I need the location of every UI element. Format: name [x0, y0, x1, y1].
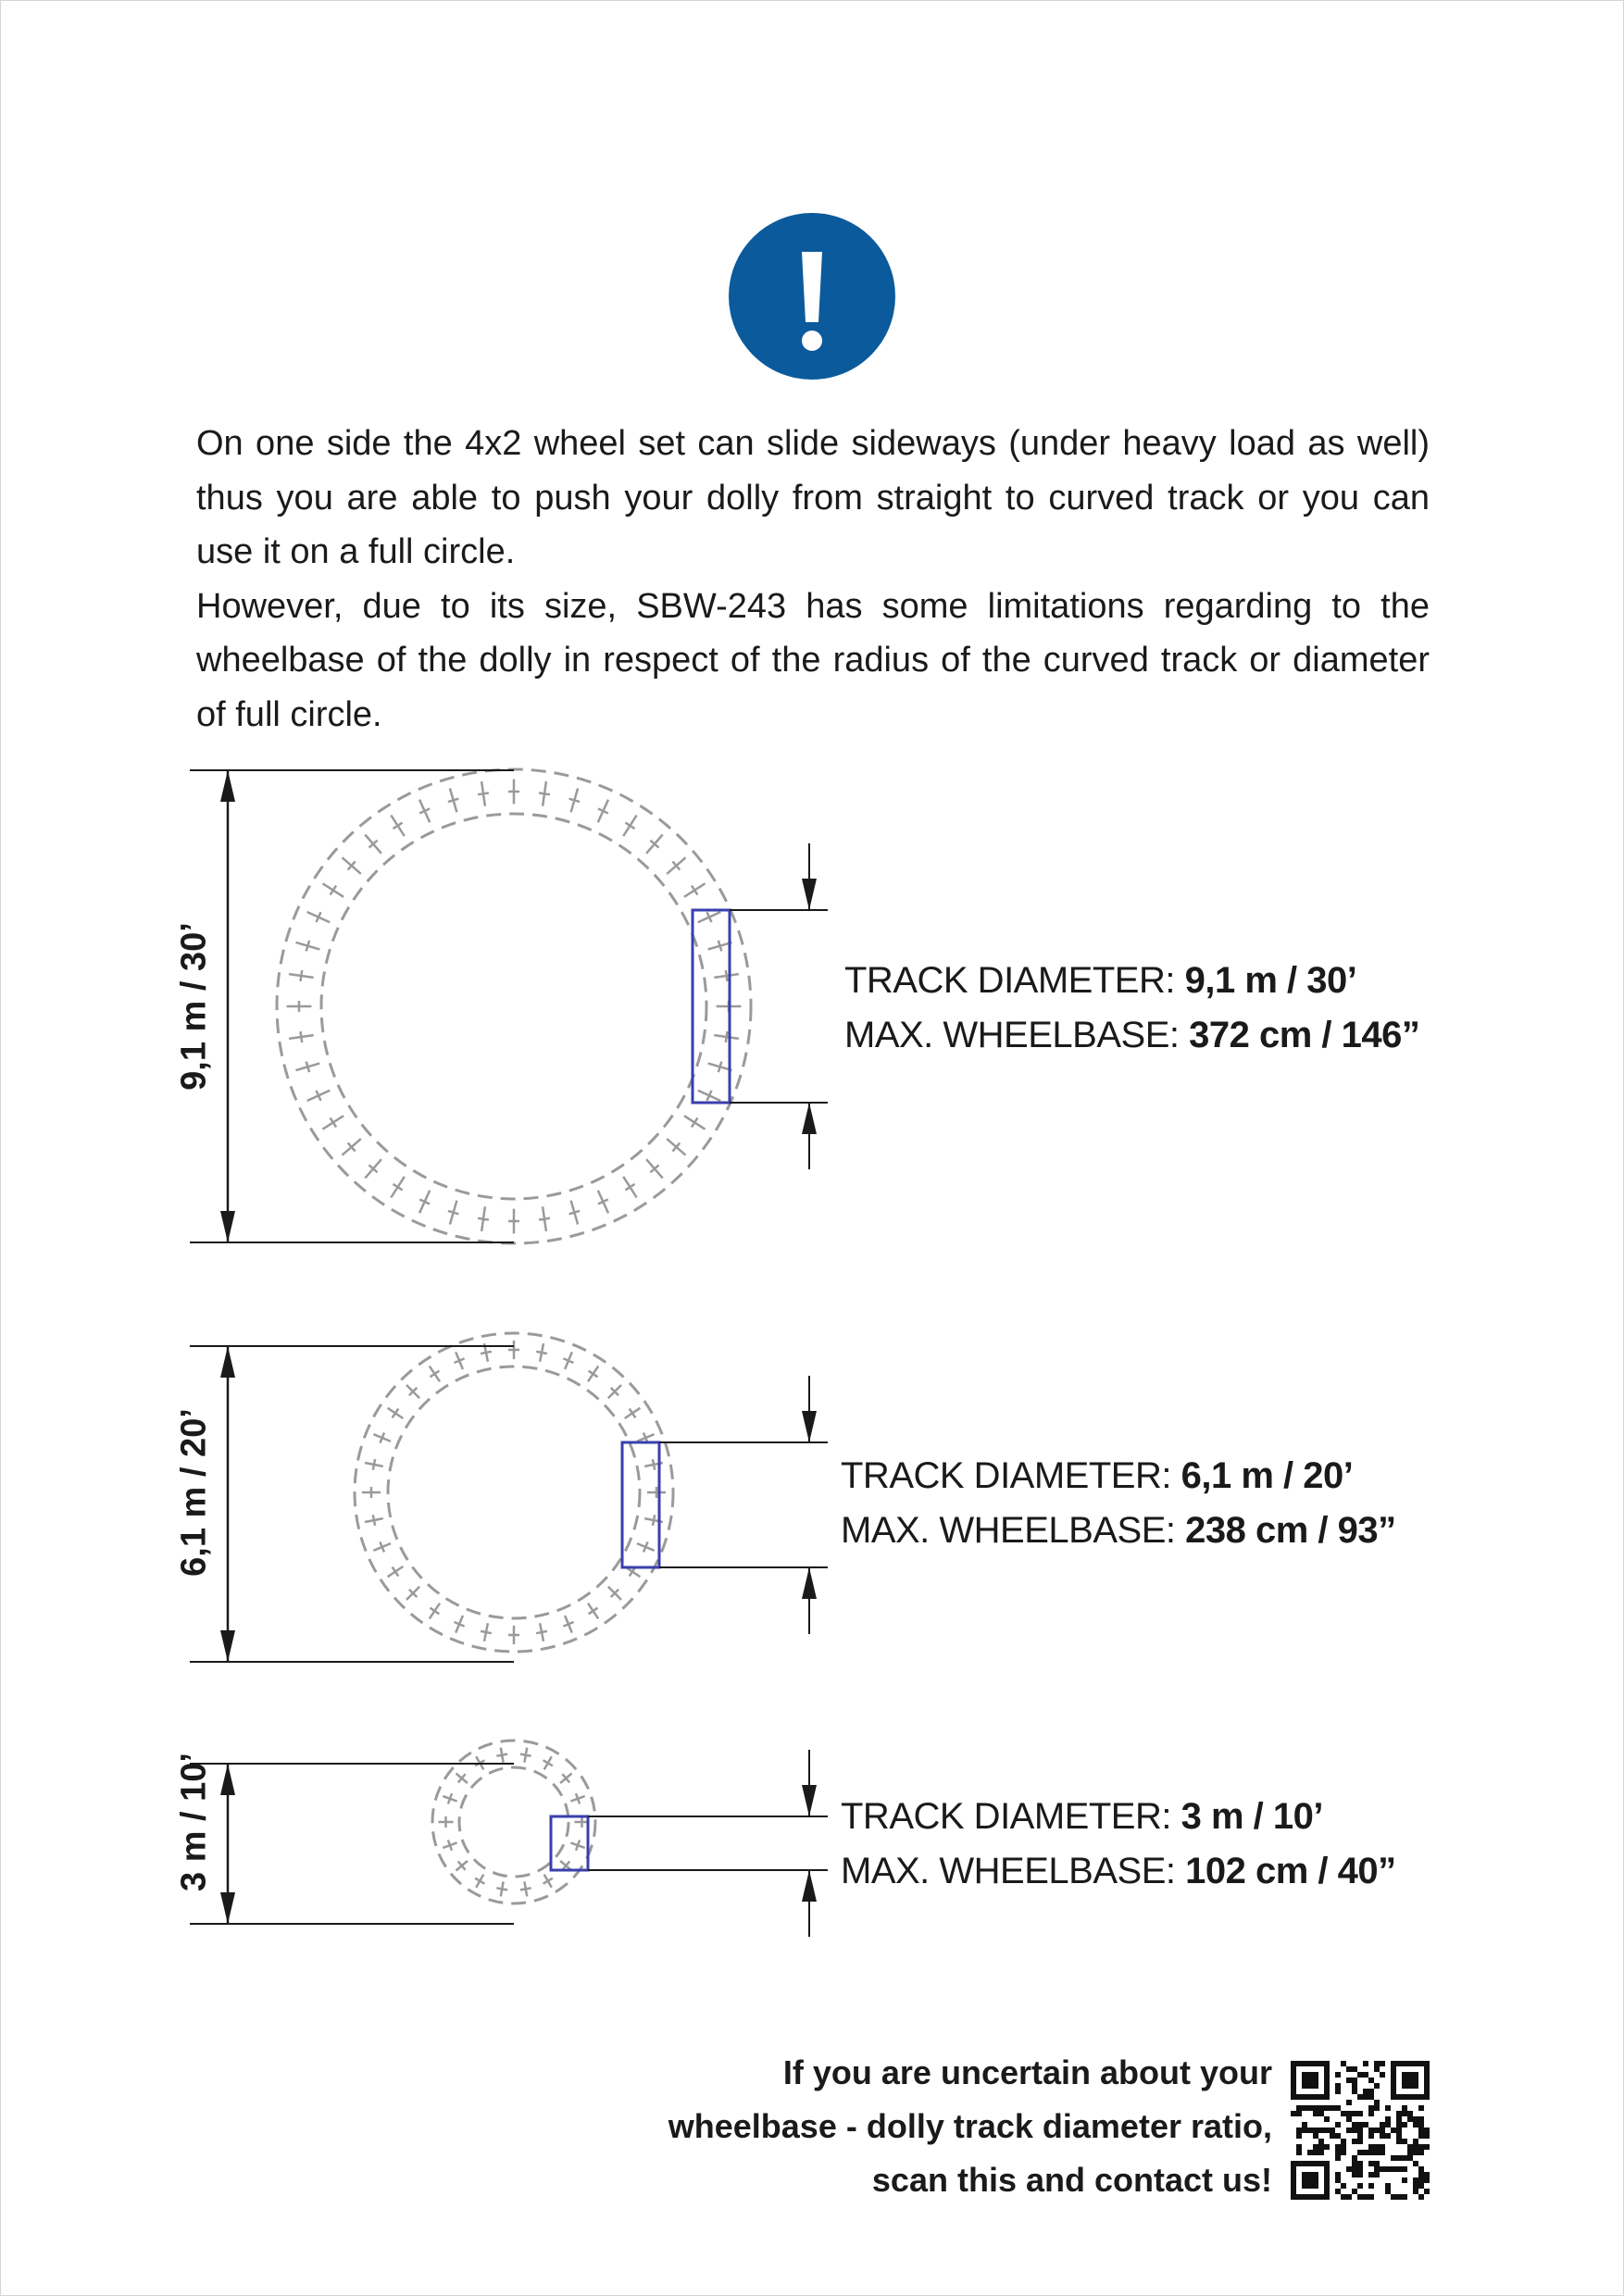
diagram-1-dim-arrow-top — [220, 770, 235, 802]
diagram-2-wheelbase-arrow-top — [802, 1411, 817, 1442]
diagram-3-wheelbase-arrow-top — [802, 1785, 817, 1816]
track-diameter-value: 9,1 m / 30’ — [1184, 960, 1357, 1001]
diagram-3-sleepers — [438, 1748, 589, 1897]
max-wheelbase-line: MAX. WHEELBASE: 238 cm / 93” — [841, 1510, 1396, 1551]
track-diameter-value: 6,1 m / 20’ — [1181, 1455, 1354, 1496]
diagram-3-dim-arrow-bottom — [220, 1892, 235, 1924]
diagram-2-dim-arrow-bottom — [220, 1630, 235, 1662]
intro-paragraph-2: However, due to its size, SBW-243 has some limitations regarding to the wheelbase of the dolly in respect of the radius of the curved track or diameter of full circle. — [196, 586, 1430, 734]
footer-note — [668, 2046, 1272, 2207]
max-wheelbase-line: MAX. WHEELBASE: 102 cm / 40” — [841, 1851, 1396, 1891]
footer-line-1: If you are uncertain about your — [782, 2053, 1272, 2091]
diagram-2-dim-arrow-top — [220, 1346, 235, 1378]
dimension-label-1: 9,1 m / 30’ — [174, 922, 214, 1091]
max-wheelbase-value: 238 cm / 93” — [1185, 1510, 1396, 1551]
spec-block-3 — [841, 1790, 1396, 1899]
diagram-1-wheelbase-arrow-bottom — [802, 1103, 817, 1134]
track-diameter-line: TRACK DIAMETER: 6,1 m / 20’ — [841, 1455, 1354, 1496]
diagram-1-inner-rail — [321, 814, 706, 1199]
diagram-2-outer-rail — [355, 1333, 673, 1652]
diagram-2-wheelbase-arrow-bottom — [802, 1567, 817, 1599]
diagram-1-wheelbase-arrow-top — [802, 879, 817, 910]
intro-paragraph-1: On one side the 4x2 wheel set can slide sideways (under heavy load as well) thus you are able to push your dolly from straight to curved track or you can use it on a full circle. — [196, 424, 1430, 571]
diagram-3-outer-rail — [432, 1741, 595, 1903]
dimension-label-2: 6,1 m / 20’ — [174, 1408, 214, 1577]
diagram-2-sleepers — [362, 1341, 666, 1644]
max-wheelbase-value: 102 cm / 40” — [1185, 1851, 1396, 1891]
footer-line-2: wheelbase - dolly track diameter ratio, — [668, 2107, 1272, 2145]
diagram-1-sleepers — [287, 780, 742, 1234]
qr-code-icon[interactable] — [1291, 2061, 1430, 2200]
max-wheelbase-line: MAX. WHEELBASE: 372 cm / 146” — [844, 1015, 1420, 1055]
spec-block-1 — [844, 954, 1419, 1063]
spec-block-2 — [841, 1449, 1396, 1558]
track-diameter-value: 3 m / 10’ — [1181, 1796, 1323, 1837]
diagram-3-wheelbase-arrow-bottom — [802, 1870, 817, 1902]
diagram-1-dim-arrow-bottom — [220, 1211, 235, 1242]
track-diameter-line: TRACK DIAMETER: 3 m / 10’ — [841, 1796, 1323, 1837]
dimension-label-3: 3 m / 10’ — [174, 1753, 214, 1891]
diagram-2-inner-rail — [388, 1366, 640, 1618]
max-wheelbase-value: 372 cm / 146” — [1189, 1015, 1420, 1055]
diagram-3-dim-arrow-top — [220, 1764, 235, 1795]
diagram-1-outer-rail — [277, 769, 751, 1243]
track-diameter-line: TRACK DIAMETER: 9,1 m / 30’ — [844, 960, 1357, 1001]
footer-line-3: scan this and contact us! — [871, 2161, 1272, 2199]
